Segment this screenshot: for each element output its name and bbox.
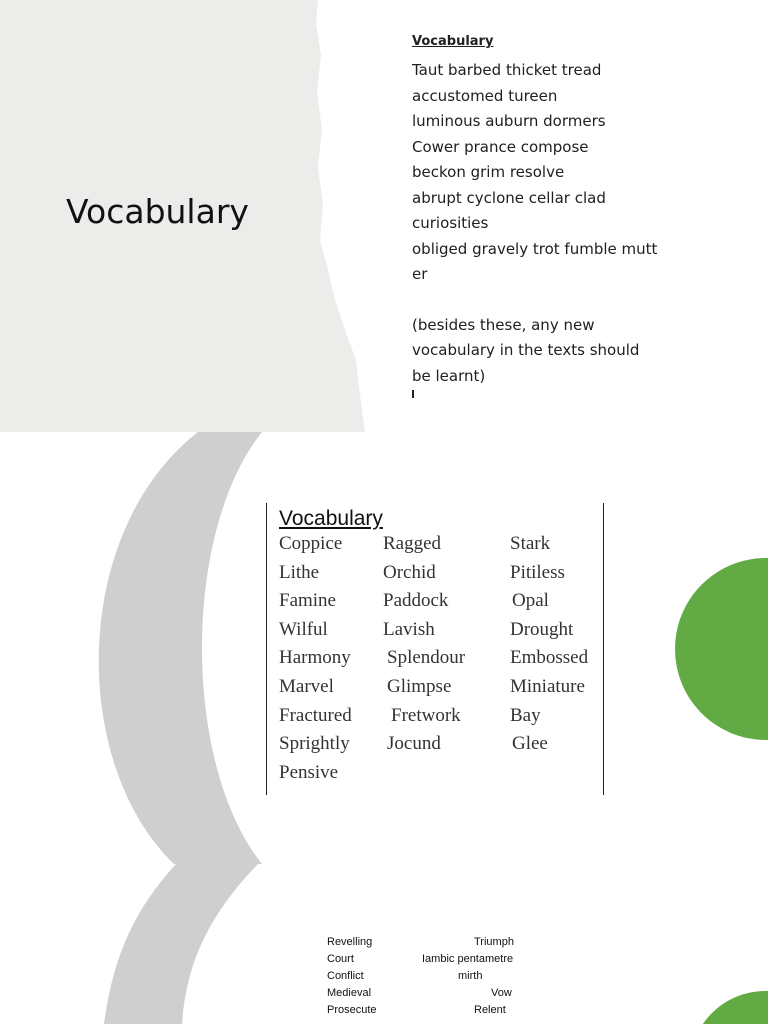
note-line: (besides these, any new <box>412 315 595 334</box>
vocabulary-word: Embossed <box>510 647 589 669</box>
vocabulary-word: Sprightly <box>279 733 350 755</box>
vocabulary-word: Drought <box>510 618 574 640</box>
note-line: be learnt) <box>412 366 486 385</box>
vocabulary-word-left: Court <box>327 953 354 965</box>
vocabulary-word: Wilful <box>279 618 328 640</box>
vocab-line: Taut barbed thicket tread <box>412 61 602 79</box>
vocabulary-word: Fractured <box>279 704 352 726</box>
vocabulary-word: Miniature <box>510 676 585 697</box>
vocabulary-word-left: Prosecute <box>327 1004 377 1016</box>
vocabulary-word: Lithe <box>279 561 320 583</box>
vocabulary-word: Pensive <box>279 761 339 783</box>
vocabulary-word: Splendour <box>387 647 466 669</box>
vocabulary-table <box>266 503 604 795</box>
note-line: vocabulary in the texts should <box>412 341 640 359</box>
vocabulary-word: Fretwork <box>391 704 461 726</box>
vocab-line: obliged gravely trot fumble mutt <box>412 239 658 258</box>
vocabulary-word-right: Vow <box>491 987 512 999</box>
vocabulary-word-right: Iambic pentametre <box>422 953 514 965</box>
text-cursor-mark <box>412 390 414 398</box>
vocab-line: luminous auburn dormers <box>412 112 606 130</box>
vocab-line: er <box>412 265 428 283</box>
slide-vocabulary-3 <box>0 864 768 1024</box>
gray-arc-decoration-lower <box>0 864 768 1024</box>
vocab-line: Cower prance compose <box>412 137 589 156</box>
vocabulary-word-left: Medieval <box>327 987 372 999</box>
vocab-line: abrupt cyclone cellar clad <box>412 188 606 207</box>
vocabulary-heading: Vocabulary <box>412 34 494 49</box>
vocabulary-word: Opal <box>512 590 549 612</box>
slide-vocabulary-1 <box>0 0 768 432</box>
slide-vocabulary-2 <box>0 432 768 864</box>
vocab-line: beckon grim resolve <box>412 163 565 181</box>
vocabulary-table-heading: Vocabulary <box>279 507 383 530</box>
vocabulary-word: Marvel <box>279 676 334 697</box>
vocabulary-word-right: mirth <box>458 970 483 982</box>
vocabulary-word: Glee <box>512 733 548 755</box>
vocab-line: accustomed tureen <box>412 86 558 105</box>
vocabulary-word-left: Revelling <box>327 936 373 948</box>
vocabulary-word: Ragged <box>383 533 442 554</box>
vocabulary-word: Glimpse <box>387 676 452 697</box>
vocabulary-word: Orchid <box>383 561 436 583</box>
vocabulary-word: Paddock <box>383 590 449 612</box>
vocabulary-word: Coppice <box>279 533 343 554</box>
vocabulary-word: Pitiless <box>510 561 565 583</box>
vocabulary-word: Harmony <box>279 647 351 669</box>
vocabulary-word: Lavish <box>383 618 435 640</box>
vocabulary-word: Bay <box>510 704 541 726</box>
spacer <box>412 288 712 313</box>
slide-title: Vocabulary <box>66 192 249 231</box>
vocabulary-word-left: Conflict <box>327 970 364 982</box>
vocabulary-word-right: Relent <box>474 1004 506 1016</box>
vocabulary-word: Jocund <box>387 733 441 755</box>
vocabulary-word: Famine <box>279 590 336 612</box>
vocab-line: curiosities <box>412 214 489 232</box>
vocabulary-list-box <box>412 34 712 389</box>
vocabulary-word-right: Triumph <box>474 936 514 948</box>
vocabulary-word: Stark <box>510 533 551 554</box>
